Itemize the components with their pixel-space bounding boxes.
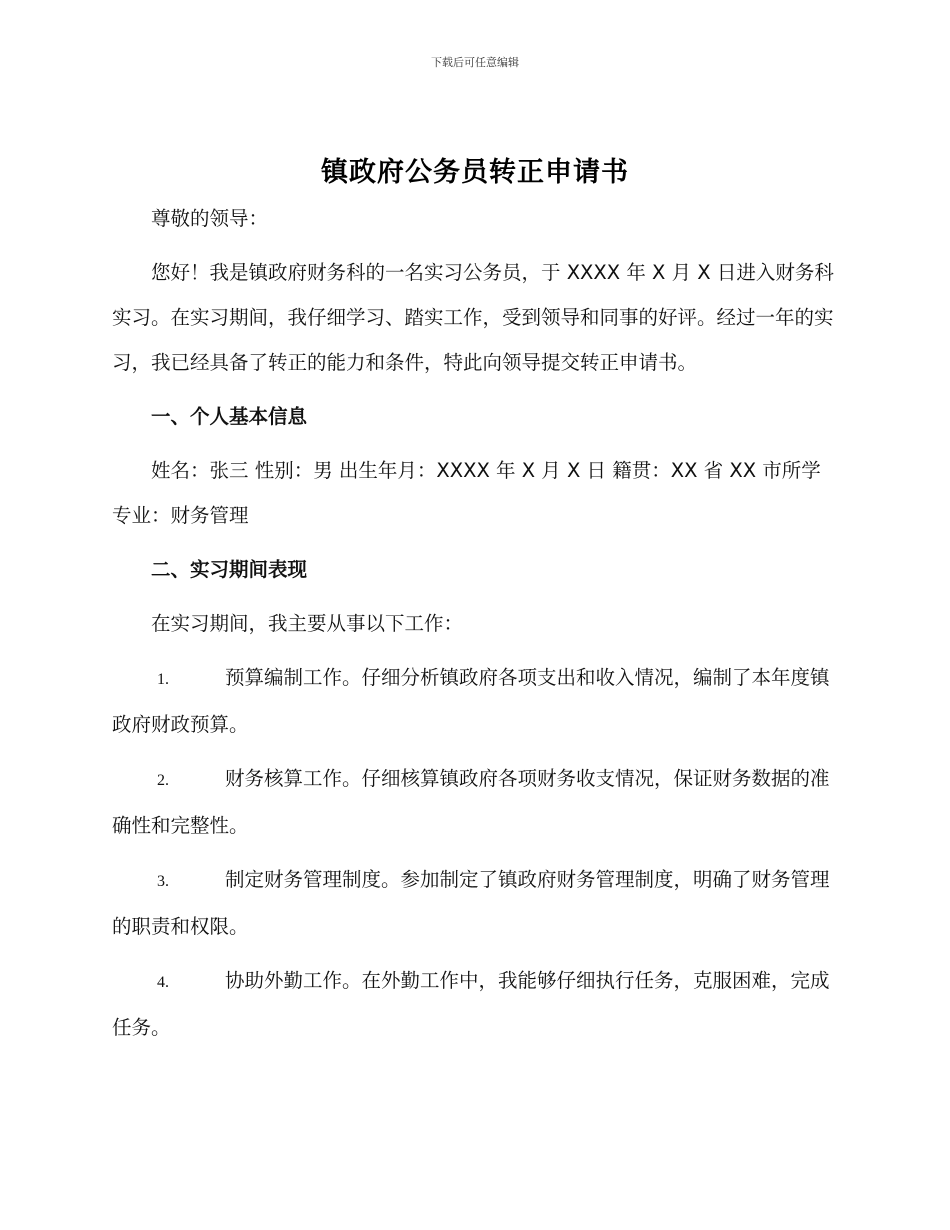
list-item-number: 1. (157, 671, 169, 688)
greeting: 尊敬的领导： (151, 207, 269, 230)
section2-lead: 在实习期间，我主要从事以下工作： (151, 612, 464, 635)
list-item-number: 2. (157, 772, 169, 789)
list-item-number: 3. (157, 873, 169, 890)
document-body (112, 196, 834, 1059)
header-note: 下载后可任意编辑 (431, 56, 519, 69)
list-item-text: 预算编制工作。仔细分析镇政府各项支出和收入情况，编制了本年度镇政府财政预算。 (112, 666, 830, 736)
list-item-text: 协助外勤工作。在外勤工作中，我能够仔细执行任务，克服困难，完成任务。 (112, 969, 830, 1039)
list-item (112, 958, 834, 1050)
section1-heading: 一、个人基本信息 (151, 405, 308, 428)
list-item (112, 756, 834, 848)
list-item-text: 制定财务管理制度。参加制定了镇政府财务管理制度，明确了财务管理的职责和权限。 (112, 868, 830, 938)
list-item (112, 857, 834, 949)
list-item (112, 655, 834, 747)
document-title: 镇政府公务员转正申请书 (321, 157, 629, 188)
section2-heading: 二、实习期间表现 (151, 558, 308, 581)
intro-paragraph: 您好！我是镇政府财务科的一名实习公务员，于 XXXX 年 X 月 X 日进入财务科实习。在实习期间，我仔细学习、踏实工作，受到领导和同事的好评。经过一年的实习，我已经具备了转正的能力和条件，特此向领导提交转正申请书。 (112, 261, 834, 374)
section1-body: 姓名：张三 性别：男 出生年月：XXXX 年 X 月 X 日 籍贯：XX 省 XX 市所学专业：财务管理 (112, 459, 821, 527)
list-item-number: 4. (157, 974, 169, 991)
list-item-text: 财务核算工作。仔细核算镇政府各项财务收支情况，保证财务数据的准确性和完整性。 (112, 767, 830, 837)
